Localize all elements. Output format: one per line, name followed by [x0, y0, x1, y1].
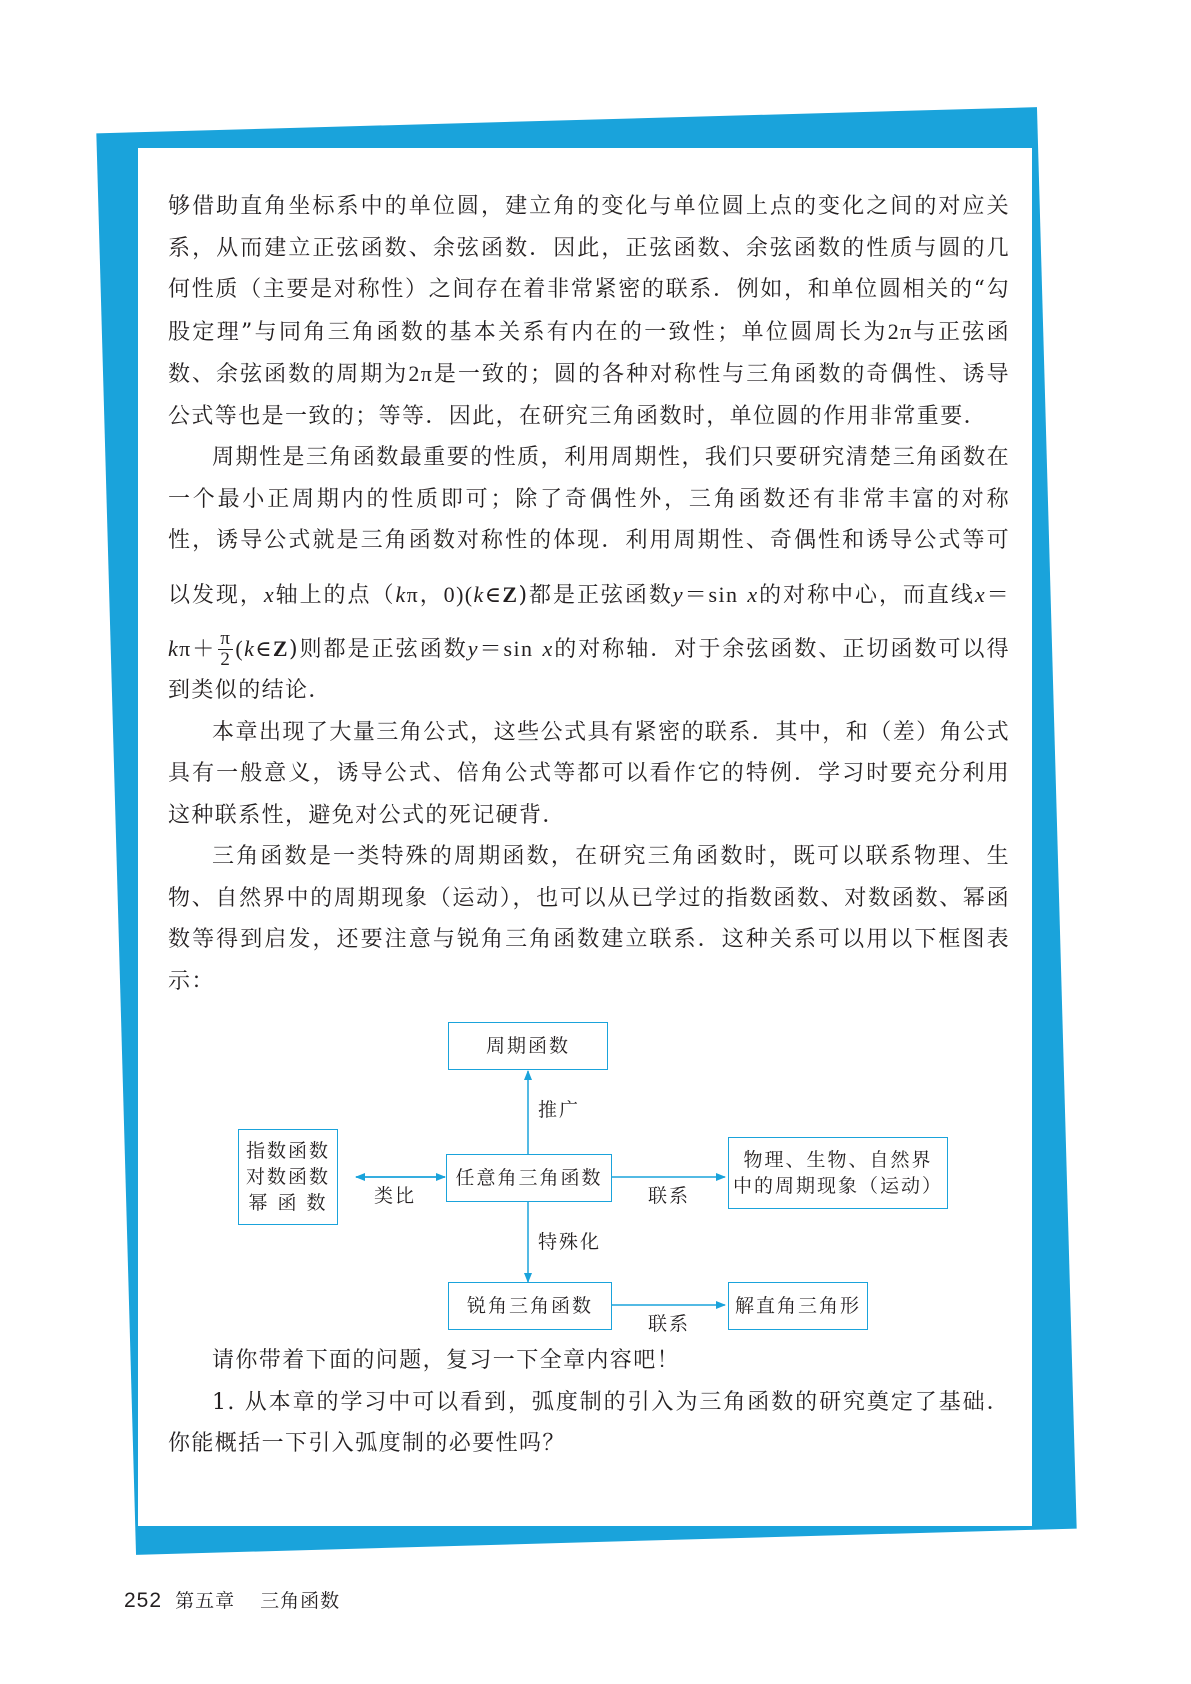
label-connect: 联系	[648, 1185, 691, 1207]
text-content	[168, 186, 1010, 1465]
paragraph-3: 本章出现了大量三角公式，这些公式具有紧密的联系．其中，和（差）角公式具有一般意义，诱导公式、倍角公式等都可以看作它的特例．学习时要充分利用这种联系性，避免对公式的死记硬背．	[168, 719, 1010, 828]
box-any-angle-trig: 任意角三角函数	[446, 1154, 612, 1202]
paragraph-2: 周期性是三角函数最重要的性质，利用周期性，我们只要研究清楚三角函数在一个最小正周期内的性质即可；除了奇偶性外，三角函数还有非常丰富的对称性，诱导公式就是三角函数对称性的体现．利用周期性、奇偶性和诱导公式等可以发现，x轴上的点（kπ，0)(k∈Z)都是正弦函数y＝sin x的对称中心，而直线x＝kπ＋ $\frac{\pi}{2}$ (k∈Z)则都是正弦函数y＝sin x的对称轴．对于余弦函数、正切函数可以得到类似的结论．	[168, 445, 1010, 703]
chapter-title: 三角函数	[260, 1590, 341, 1612]
box-exp-log-power: 指数函数 对数函数 幂 函 数	[238, 1129, 338, 1225]
paragraph-6: 1. 从本章的学习中可以看到，弧度制的引入为三角函数的研究奠定了基础．你能概括一下引入弧度制的必要性吗？	[168, 1389, 1010, 1456]
box-right-triangle: 解直角三角形	[728, 1282, 868, 1330]
paragraph-1: 够借助直角坐标系中的单位圆，建立角的变化与单位圆上点的变化之间的对应关系，从而建立正弦函数、余弦函数．因此，正弦函数、余弦函数的性质与圆的几何性质（主要是对称性）之间存在着非常紧密的联系．例如，和单位圆相关的“勾股定理”与同角三角函数的基本关系有内在的一致性；单位圆周长为2π与正弦函数、余弦函数的周期为2π是一致的；圆的各种对称性与三角函数的奇偶性、诱导公式等也是一致的；等等．因此，在研究三角函数时，单位圆的作用非常重要．	[168, 194, 1011, 429]
label-connect-bottom: 联系	[648, 1313, 691, 1335]
content-card	[136, 146, 1034, 1528]
box-periodic-phenomena: 物理、生物、自然界 中的周期现象（运动）	[728, 1137, 948, 1209]
relationship-diagram	[168, 1016, 1010, 1334]
page-number: 252	[124, 1589, 163, 1612]
page-footer	[124, 1586, 340, 1613]
box-periodic-function: 周期函数	[448, 1022, 608, 1070]
paragraph-4: 三角函数是一类特殊的周期函数，在研究三角函数时，既可以联系物理、生物、自然界中的周期现象（运动），也可以从已学过的指数函数、对数函数、幂函数等得到启发，还要注意与锐角三角函数建立联系．这种关系可以用以下框图表示：	[168, 844, 1010, 994]
chapter-number: 第五章	[175, 1590, 236, 1612]
fraction-pi-over-2: $\frac{\pi}{2}$	[220, 628, 232, 670]
paragraph-5: 请你带着下面的问题，复习一下全章内容吧！	[212, 1348, 681, 1373]
label-analogy: 类比	[374, 1185, 417, 1207]
box-acute-angle-trig: 锐角三角函数	[448, 1282, 612, 1330]
label-specialize: 特殊化	[538, 1231, 602, 1253]
label-generalize: 推广	[538, 1099, 581, 1121]
